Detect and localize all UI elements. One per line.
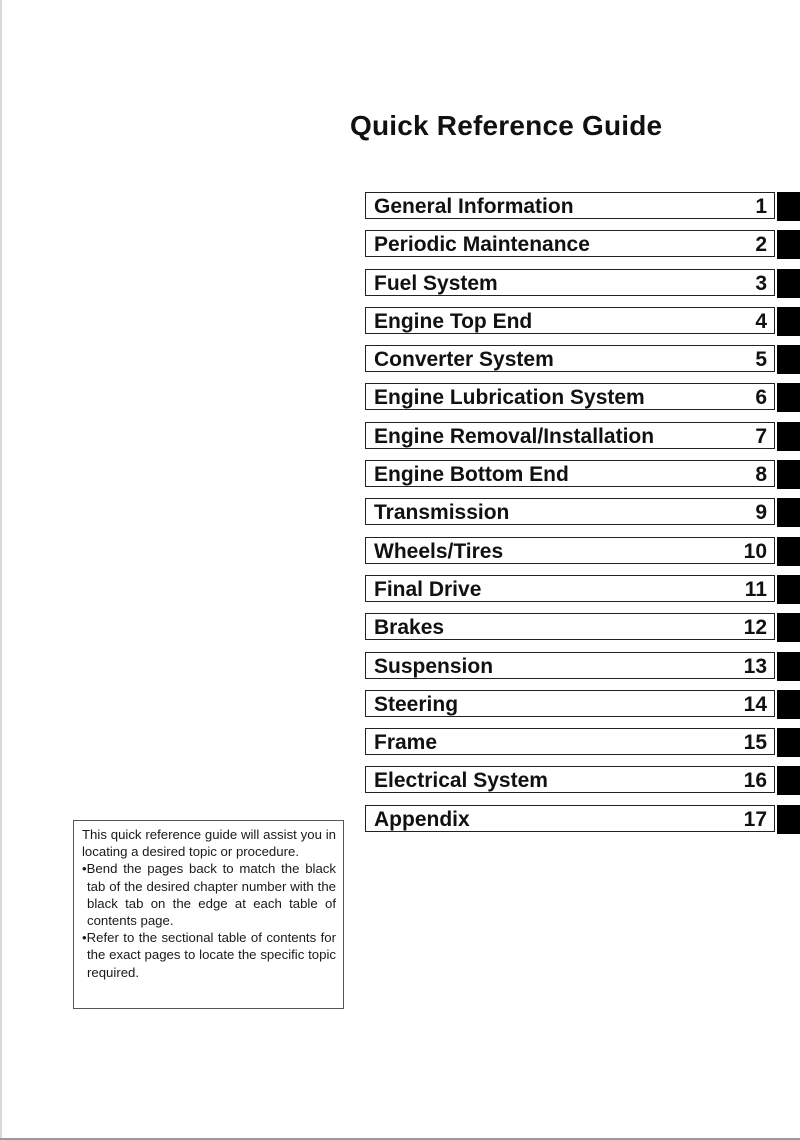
chapter-row-engine-bottom-end[interactable]	[365, 460, 800, 489]
chapter-label: General Information	[374, 195, 574, 218]
black-tab	[777, 690, 800, 719]
chapter-number: 11	[744, 577, 767, 601]
chapter-row-frame[interactable]	[365, 728, 800, 757]
chapter-row-engine-lubrication-system[interactable]	[365, 383, 800, 412]
black-tab	[777, 383, 800, 412]
chapter-box	[365, 498, 775, 525]
black-tab	[777, 422, 800, 451]
chapter-label: Engine Lubrication System	[374, 386, 645, 410]
black-tab	[777, 728, 800, 757]
black-tab	[777, 192, 800, 221]
chapter-box	[365, 690, 775, 717]
note-bullet: •Refer to the sectional table of contents for the exact pages to locate the specific topic required.	[82, 930, 336, 980]
chapter-number: 10	[743, 539, 767, 563]
chapter-number: 5	[755, 348, 767, 372]
chapter-row-wheels-tires[interactable]	[365, 537, 800, 566]
page-title: Quick Reference Guide	[350, 109, 663, 141]
chapter-number: 1	[755, 195, 767, 218]
chapter-row-converter-system[interactable]	[365, 345, 800, 374]
chapter-row-appendix[interactable]	[365, 805, 800, 834]
chapter-list	[365, 192, 800, 843]
page-left-edge	[0, 0, 2, 1140]
black-tab	[777, 230, 800, 259]
chapter-row-fuel-system[interactable]	[365, 269, 800, 298]
note-bullet: •Bend the pages back to match the black tab of the desired chapter number with the black tab on the edge at each table of contents page.	[82, 861, 336, 929]
chapter-box	[365, 728, 775, 755]
chapter-number: 8	[755, 463, 767, 487]
chapter-row-steering[interactable]	[365, 690, 800, 719]
chapter-box	[365, 192, 775, 219]
chapter-number: 15	[743, 731, 767, 755]
chapter-box	[365, 575, 775, 602]
black-tab	[777, 613, 800, 642]
black-tab	[777, 805, 800, 834]
chapter-row-transmission[interactable]	[365, 498, 800, 527]
chapter-label: Brakes	[374, 616, 445, 640]
chapter-box	[365, 652, 775, 679]
chapter-number: 3	[755, 271, 767, 295]
chapter-row-general-information[interactable]	[365, 192, 800, 221]
chapter-box	[365, 383, 775, 410]
chapter-label: Engine Bottom End	[374, 463, 569, 487]
chapter-number: 17	[743, 807, 767, 831]
black-tab	[777, 307, 800, 336]
chapter-box	[365, 345, 775, 372]
chapter-label: Periodic Maintenance	[374, 233, 590, 257]
chapter-row-suspension[interactable]	[365, 652, 800, 681]
chapter-label: Engine Top End	[374, 309, 533, 333]
chapter-box	[365, 422, 775, 449]
chapter-label: Suspension	[374, 654, 494, 678]
chapter-number: 7	[755, 424, 767, 448]
chapter-box	[365, 613, 775, 640]
black-tab	[777, 269, 800, 298]
chapter-label: Final Drive	[374, 577, 482, 601]
chapter-number: 9	[755, 501, 767, 525]
chapter-row-brakes[interactable]	[365, 613, 800, 642]
chapter-box	[365, 766, 775, 793]
note-intro: This quick reference guide will assist you in locating a desired topic or procedure.	[82, 827, 336, 860]
black-tab	[777, 345, 800, 374]
chapter-box	[365, 537, 775, 564]
chapter-box	[365, 269, 775, 296]
black-tab	[777, 575, 800, 604]
chapter-row-electrical-system[interactable]	[365, 766, 800, 795]
chapter-number: 14	[743, 692, 767, 716]
chapter-row-engine-top-end[interactable]	[365, 307, 800, 336]
chapter-label: Frame	[374, 731, 438, 755]
chapter-label: Fuel System	[374, 271, 498, 295]
chapter-number: 12	[743, 616, 767, 640]
black-tab	[777, 498, 800, 527]
chapter-box	[365, 805, 775, 832]
chapter-number: 16	[743, 769, 767, 793]
chapter-number: 4	[755, 309, 767, 333]
chapter-label: Steering	[374, 692, 459, 716]
chapter-label: Appendix	[374, 807, 470, 831]
chapter-row-engine-removal-installation[interactable]	[365, 422, 800, 451]
chapter-box	[365, 230, 775, 257]
black-tab	[777, 537, 800, 566]
chapter-number: 2	[755, 233, 767, 257]
black-tab	[777, 652, 800, 681]
chapter-box	[365, 460, 775, 487]
chapter-label: Electrical System	[374, 769, 548, 793]
chapter-row-periodic-maintenance[interactable]	[365, 230, 800, 259]
chapter-box	[365, 307, 775, 334]
chapter-label: Wheels/Tires	[374, 539, 504, 563]
chapter-row-final-drive[interactable]	[365, 575, 800, 604]
chapter-label: Transmission	[374, 501, 510, 525]
black-tab	[777, 766, 800, 795]
usage-note-box	[73, 820, 344, 1009]
chapter-number: 6	[755, 386, 767, 410]
chapter-number: 13	[743, 654, 767, 678]
black-tab	[777, 460, 800, 489]
chapter-label: Converter System	[374, 348, 554, 372]
chapter-label: Engine Removal/Installation	[374, 424, 655, 448]
